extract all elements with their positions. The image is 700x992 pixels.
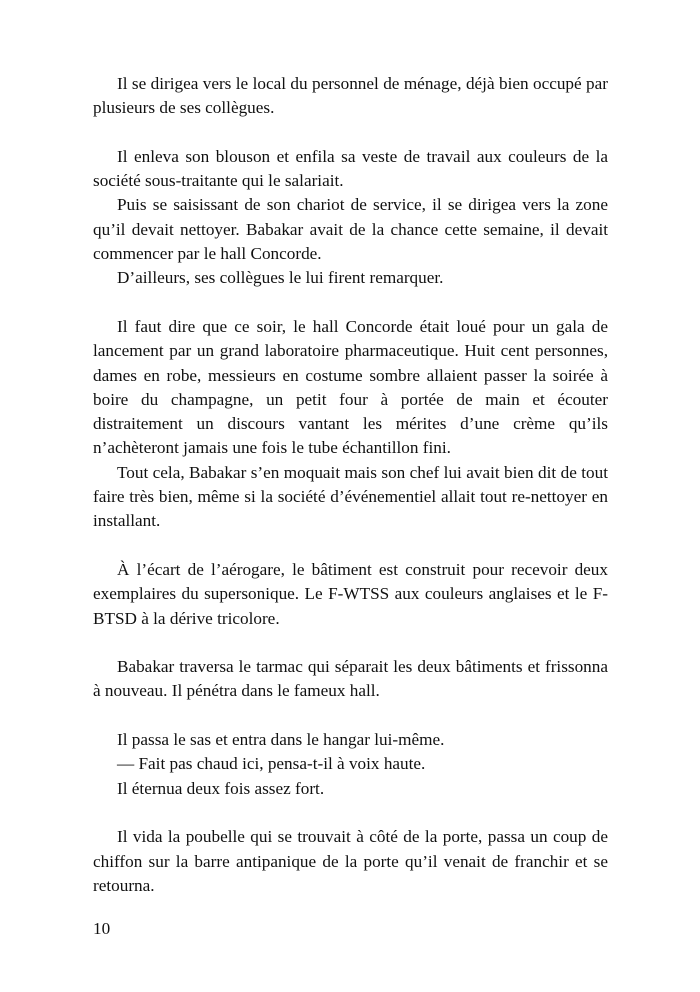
paragraph: Tout cela, Babakar s’en moquait mais son chef lui avait bien dit de tout faire très bien, même si la société d’événementiel allait tout re-nettoyer en installant.	[93, 462, 608, 531]
paragraph: Il faut dire que ce soir, le hall Concorde était loué pour un gala de lancement par un grand laboratoire pharmaceutique. Huit cent personnes, dames en robe, messieurs en costume sombre allaient passer la soirée à boire du champagne, un petit four à portée de main et écouter distraitement un discours vantant les mérites d’une crème qu’ils n’achèteront jamais une fois le tube échantillon fini.	[93, 316, 608, 458]
paragraph: D’ailleurs, ses collègues le lui firent remarquer.	[117, 268, 444, 288]
paragraph: Il se dirigea vers le local du personnel de ménage, déjà bien occupé par plusieurs de ses collègues.	[93, 74, 608, 118]
paragraph: À l’écart de l’aérogare, le bâtiment est construit pour recevoir deux exemplaires du supersonique. Le F-WTSS aux couleurs anglaises et le F-BTSD à la dérive tricolore.	[93, 559, 608, 628]
paragraph: Il vida la poubelle qui se trouvait à côté de la porte, passa un coup de chiffon sur la barre antipanique de la porte qu’il venait de franchir et se retourna.	[93, 827, 608, 895]
page-number: 10	[93, 919, 111, 938]
paragraph: Puis se saisissant de son chariot de service, il se dirigea vers la zone qu’il devait nettoyer. Babakar avait de la chance cette semaine, il devait commencer par le hall Concorde.	[93, 195, 608, 264]
paragraph: Babakar traversa le tarmac qui séparait les deux bâtiments et frissonna à nouveau. Il pénétra dans le fameux hall.	[93, 657, 608, 701]
paragraph: Il enleva son blouson et enfila sa veste de travail aux couleurs de la société sous-traitante qui le salariait.	[93, 146, 608, 191]
paragraph: Il passa le sas et entra dans le hangar lui-même.	[117, 730, 445, 750]
dialogue-line: — Fait pas chaud ici, pensa-t-il à voix haute.	[117, 754, 426, 774]
page-body	[93, 72, 608, 898]
paragraph: Il éternua deux fois assez fort.	[117, 778, 325, 798]
